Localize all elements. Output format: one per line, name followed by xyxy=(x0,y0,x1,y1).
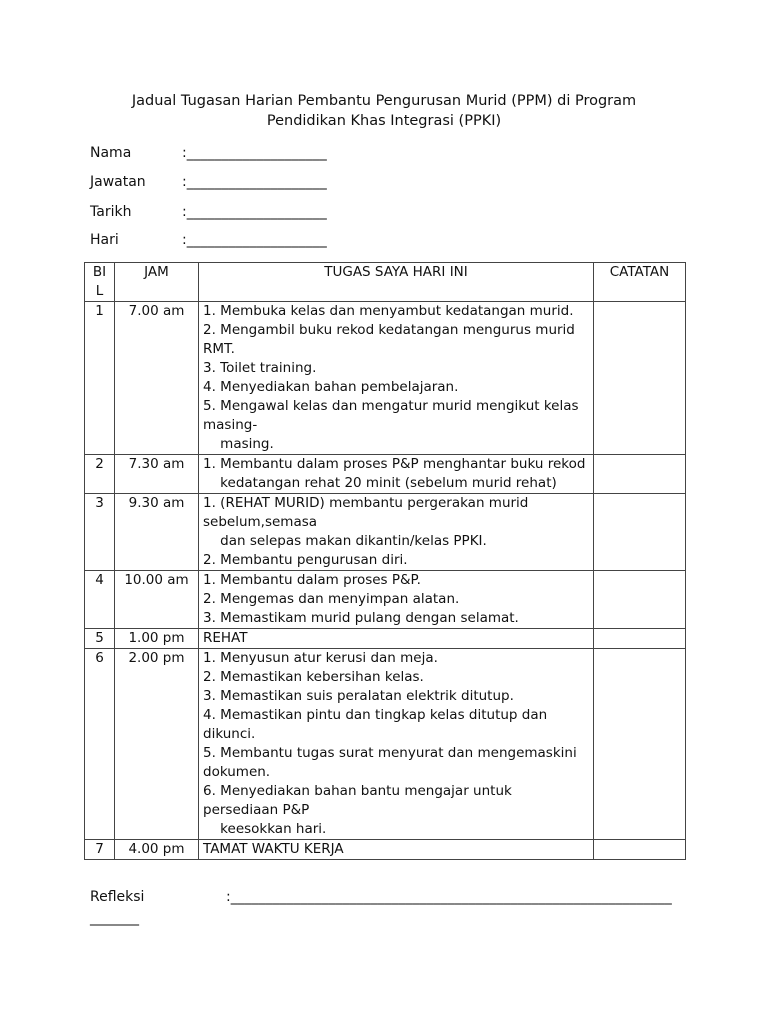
cell-jam: 7.30 am xyxy=(115,455,199,494)
task-item: TAMAT WAKTU KERJA xyxy=(203,841,344,857)
task-item: 3. Memastikan suis peralatan elektrik ditutup. xyxy=(203,688,514,704)
field-tarikh xyxy=(90,202,327,222)
cell-catatan xyxy=(594,455,686,494)
task-item: REHAT xyxy=(203,630,248,646)
table-row xyxy=(85,455,686,494)
cell-bil: 6 xyxy=(85,649,115,840)
cell-jam: 10.00 am xyxy=(115,571,199,629)
cell-tugas xyxy=(199,302,594,455)
task-item: 6. Menyediakan bahan bantu mengajar untuk persediaan P&P keesokkan hari. xyxy=(203,783,512,837)
task-item: 1. Membuka kelas dan menyambut kedatangan murid. xyxy=(203,303,574,319)
cell-jam: 2.00 pm xyxy=(115,649,199,840)
field-blank: :____________________ xyxy=(182,204,327,220)
cell-tugas xyxy=(199,649,594,840)
table-row xyxy=(85,494,686,571)
cell-jam: 4.00 pm xyxy=(115,840,199,860)
table-row xyxy=(85,649,686,840)
field-nama xyxy=(90,143,327,163)
table-header-row xyxy=(85,263,686,302)
task-item: 5. Membantu tugas surat menyurat dan mengemaskini dokumen. xyxy=(203,745,581,780)
field-label: Jawatan xyxy=(90,174,146,190)
cell-bil: 7 xyxy=(85,840,115,860)
cell-jam: 1.00 pm xyxy=(115,629,199,649)
field-jawatan xyxy=(90,172,327,192)
task-item: 4. Memastikan pintu dan tingkap kelas ditutup dan dikunci. xyxy=(203,707,552,742)
task-item: 2. Membantu pengurusan diri. xyxy=(203,552,408,568)
task-item: 3. Memastikam murid pulang dengan selamat. xyxy=(203,610,519,626)
table-row xyxy=(85,571,686,629)
cell-bil: 2 xyxy=(85,455,115,494)
cell-catatan xyxy=(594,649,686,840)
field-blank: :____________________ xyxy=(182,232,327,248)
field-blank: :____________________ xyxy=(182,145,327,161)
table-row xyxy=(85,302,686,455)
task-item: 1. Membantu dalam proses P&P menghantar buku rekod kedatangan rehat 20 minit (sebelum murid rehat) xyxy=(203,456,586,491)
cell-bil: 4 xyxy=(85,571,115,629)
task-item: 2. Mengambil buku rekod kedatangan mengurus murid RMT. xyxy=(203,322,580,357)
cell-tugas xyxy=(199,455,594,494)
field-label: Hari xyxy=(90,232,119,248)
task-item: 4. Menyediakan bahan pembelajaran. xyxy=(203,379,459,395)
cell-tugas xyxy=(199,629,594,649)
refleksi-line: :_______________________________________________________________ xyxy=(226,889,672,905)
schedule-table xyxy=(84,262,686,860)
header-tugas: TUGAS SAYA HARI INI xyxy=(199,263,594,302)
table-body xyxy=(85,302,686,860)
table-row xyxy=(85,840,686,860)
title-line-1: Jadual Tugasan Harian Pembantu Pengurusan Murid (PPM) di Program xyxy=(131,93,637,109)
task-item: 1. (REHAT MURID) membantu pergerakan murid sebelum,semasa dan selepas makan dikantin/kelas PPKI. xyxy=(203,495,529,549)
cell-catatan xyxy=(594,494,686,571)
task-item: 5. Mengawal kelas dan mengatur murid mengikut kelas masing- masing. xyxy=(203,398,579,452)
field-blank: :____________________ xyxy=(182,174,327,190)
field-label: Nama xyxy=(90,145,132,161)
task-item: 2. Memastikan kebersihan kelas. xyxy=(203,669,424,685)
cell-tugas xyxy=(199,840,594,860)
header-bil: BI L xyxy=(85,263,115,302)
field-label: Tarikh xyxy=(90,204,132,220)
title-line-2: Pendidikan Khas Integrasi (PPKI) xyxy=(266,113,502,129)
task-item: 2. Mengemas dan menyimpan alatan. xyxy=(203,591,460,607)
task-item: 1. Menyusun atur kerusi dan meja. xyxy=(203,650,438,666)
cell-catatan xyxy=(594,302,686,455)
cell-bil: 1 xyxy=(85,302,115,455)
cell-tugas xyxy=(199,494,594,571)
task-item: 1. Membantu dalam proses P&P. xyxy=(203,572,421,588)
header-catatan: CATATAN xyxy=(594,263,686,302)
cell-catatan xyxy=(594,629,686,649)
cell-jam: 7.00 am xyxy=(115,302,199,455)
cell-catatan xyxy=(594,840,686,860)
table-row xyxy=(85,629,686,649)
refleksi-line-tail: _______ xyxy=(90,910,139,926)
header-jam: JAM xyxy=(115,263,199,302)
task-item: 3. Toilet training. xyxy=(203,360,317,376)
cell-bil: 5 xyxy=(85,629,115,649)
cell-jam: 9.30 am xyxy=(115,494,199,571)
cell-catatan xyxy=(594,571,686,629)
cell-tugas xyxy=(199,571,594,629)
field-hari xyxy=(90,230,327,250)
refleksi-label: Refleksi xyxy=(90,889,145,905)
cell-bil: 3 xyxy=(85,494,115,571)
